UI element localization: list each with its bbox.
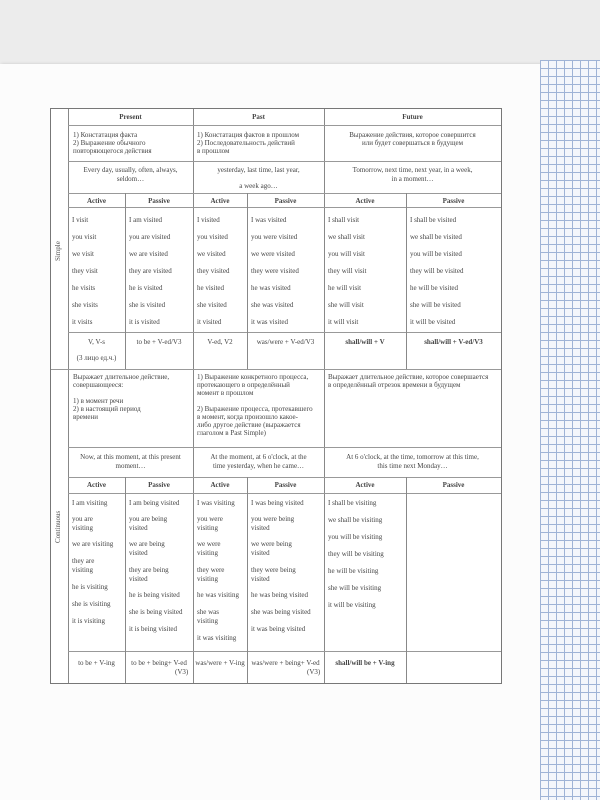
section-continuous-label: Continuous bbox=[54, 510, 62, 543]
cont-present-active-formula: to be + V-ing bbox=[78, 659, 115, 667]
cont-present-passive-4: we are being bbox=[129, 540, 165, 548]
simple-future-meaning-2: или будет совершаться в будущем bbox=[361, 139, 464, 147]
simple-present-active-3: we visit bbox=[72, 250, 94, 258]
simple-past-passive-formula: was/were + V-ed/V3 bbox=[256, 338, 315, 346]
section-label-divider bbox=[68, 109, 69, 683]
cont-past-passive-1: I was being visited bbox=[251, 499, 304, 507]
simple-present-active-formula: V, V-s bbox=[88, 338, 105, 346]
simple-meaning-line bbox=[68, 161, 501, 162]
simple-past-active-7: it visited bbox=[197, 318, 222, 326]
cont-past-active-6: they were bbox=[197, 566, 225, 574]
simple-past-passive-4: they were visited bbox=[251, 267, 299, 275]
cont-past-passive-5: visited bbox=[251, 549, 270, 557]
cont-present-active-3: visiting bbox=[72, 524, 94, 532]
cont-future-passive-header: Passive bbox=[442, 481, 465, 489]
cont-present-passive-10: it is being visited bbox=[129, 625, 178, 633]
simple-present-passive-1: I am visited bbox=[129, 216, 163, 224]
simple-past-markers-1: yesterday, last time, last year, bbox=[217, 166, 300, 174]
cont-past-active-3: visiting bbox=[197, 524, 219, 532]
cont-past-active-9: she was bbox=[197, 608, 219, 616]
cont-past-passive-4: we were being bbox=[251, 540, 292, 548]
cont-past-meaning-6: либо другое действие (выражается bbox=[197, 421, 301, 429]
simple-past-active-2: you visited bbox=[197, 233, 228, 241]
simple-past-passive-6: she was visited bbox=[251, 301, 294, 309]
cont-past-passive-6: they were being bbox=[251, 566, 296, 574]
simple-past-passive-2: you were visited bbox=[251, 233, 298, 241]
cont-past-markers-2: time yesterday, when he came… bbox=[212, 462, 305, 470]
simple-future-active-formula: shall/will + V bbox=[345, 338, 385, 346]
cont-present-active-9: it is visiting bbox=[72, 617, 106, 625]
cont-present-active-7: he is visiting bbox=[72, 583, 108, 591]
simple-present-active-5: he visits bbox=[72, 284, 96, 292]
cont-present-active-2: you are bbox=[72, 515, 93, 523]
cont-present-passive-9: she is being visited bbox=[129, 608, 183, 616]
simple-past-active-header: Active bbox=[210, 197, 230, 205]
simple-future-passive-2: we shall be visited bbox=[410, 233, 462, 241]
continuous-meaning-line bbox=[68, 447, 501, 448]
simple-present-passive-header: Passive bbox=[148, 197, 170, 205]
cont-past-meaning-2: протекающего в определённый bbox=[197, 381, 290, 389]
simple-present-active-4: they visit bbox=[72, 267, 98, 275]
simple-future-passive-1: I shall be visited bbox=[410, 216, 457, 224]
simple-present-passive-2: you are visited bbox=[129, 233, 171, 241]
cont-past-passive-9: she was being visited bbox=[251, 608, 311, 616]
simple-present-passive-formula: to be + V-ed/V3 bbox=[136, 338, 182, 346]
simple-past-passive-7: it was visited bbox=[251, 318, 288, 326]
header-past: Past bbox=[252, 113, 265, 121]
cont-present-active-1: I am visiting bbox=[72, 499, 108, 507]
simple-past-active-4: they visited bbox=[197, 267, 230, 275]
simple-past-active-3: we visited bbox=[197, 250, 226, 258]
cont-future-meaning-1: Выражает длительное действие, которое совершается bbox=[328, 373, 489, 381]
continuous-present-voice-divider bbox=[125, 477, 126, 683]
cont-present-active-5: they are bbox=[72, 557, 95, 565]
continuous-future-voice-divider bbox=[406, 477, 407, 683]
simple-present-passive-3: we are visited bbox=[129, 250, 168, 258]
simple-present-meaning-1: 1) Констатация факта bbox=[73, 131, 138, 139]
cont-future-active-2: we shall be visiting bbox=[328, 516, 383, 524]
continuous-voice-line bbox=[68, 493, 501, 494]
present-past-divider bbox=[193, 109, 194, 683]
cont-present-active-8: she is visiting bbox=[72, 600, 111, 608]
cont-past-passive-2: you were being bbox=[251, 515, 295, 523]
simple-past-active-1: I visited bbox=[197, 216, 220, 224]
cont-present-passive-5: visited bbox=[129, 549, 148, 557]
simple-past-active-formula: V-ed, V2 bbox=[207, 338, 233, 346]
cont-present-passive-formula: to be + being+ V-ed bbox=[131, 659, 187, 667]
cont-present-meaning-5: времени bbox=[73, 413, 98, 421]
cont-present-active-6: visiting bbox=[72, 566, 94, 574]
simple-present-markers-2: seldom… bbox=[116, 175, 145, 183]
cont-past-meaning-5: в момент, когда произошло какое- bbox=[197, 413, 298, 421]
cont-past-active-1: I was visiting bbox=[197, 499, 235, 507]
cont-present-markers-1: Now, at this moment, at this present bbox=[80, 453, 181, 461]
simple-future-passive-5: he will be visited bbox=[410, 284, 459, 292]
cont-future-active-6: she will be visiting bbox=[328, 584, 382, 592]
simple-voice-line bbox=[68, 207, 501, 208]
cont-past-passive-10: it was being visited bbox=[251, 625, 306, 633]
simple-future-passive-3: you will be visited bbox=[410, 250, 462, 258]
simple-past-meaning-1: 1) Констатация фактов в прошлом bbox=[197, 131, 299, 139]
cont-future-meaning-2: в определённый отрезок времени в будущем bbox=[328, 381, 461, 389]
simple-present-passive-7: it is visited bbox=[129, 318, 160, 326]
simple-past-meaning-3: в прошлом bbox=[197, 147, 230, 155]
cont-present-passive-header: Passive bbox=[148, 481, 170, 489]
simple-present-active-header: Active bbox=[86, 197, 107, 205]
continuous-past-voice-divider bbox=[247, 477, 248, 683]
cont-present-active-4: we are visiting bbox=[72, 540, 114, 548]
cont-past-active-7: visiting bbox=[197, 575, 219, 583]
simple-future-passive-4: they will be visited bbox=[410, 267, 464, 275]
cont-present-passive-8: he is being visited bbox=[129, 591, 180, 599]
simple-future-markers-2: in a moment… bbox=[391, 175, 434, 183]
continuous-formula-line bbox=[68, 651, 501, 652]
simple-future-meaning-1: Выражение действия, которое совершится bbox=[349, 131, 476, 139]
simple-future-active-6: she will visit bbox=[328, 301, 364, 309]
simple-future-markers-1: Tomorrow, next time, next year, in a week, bbox=[352, 166, 473, 174]
cont-future-active-4: they will be visiting bbox=[328, 550, 384, 558]
simple-present-meaning-2: 2) Выражение обычного bbox=[73, 139, 146, 147]
cont-past-active-header: Active bbox=[210, 481, 230, 489]
cont-past-passive-8: he was being visited bbox=[251, 591, 308, 599]
cont-present-passive-formula-2: (V3) bbox=[175, 668, 189, 676]
cont-past-active-formula: was/were + V-ing bbox=[195, 659, 245, 667]
simple-past-passive-5: he was visited bbox=[251, 284, 291, 292]
simple-future-passive-7: it will be visited bbox=[410, 318, 456, 326]
simple-markers-line bbox=[68, 193, 501, 194]
simple-future-active-1: I shall visit bbox=[328, 216, 360, 224]
cont-present-passive-3: visited bbox=[129, 524, 148, 532]
simple-present-active-2: you visit bbox=[72, 233, 97, 241]
grid-notebook-page bbox=[540, 60, 600, 800]
cont-future-active-7: it will be visiting bbox=[328, 601, 376, 609]
simple-past-passive-1: I was visited bbox=[251, 216, 287, 224]
simple-future-passive-formula: shall/will + V-ed/V3 bbox=[424, 338, 483, 346]
simple-future-active-2: we shall visit bbox=[328, 233, 365, 241]
simple-past-markers-2: a week ago… bbox=[239, 182, 278, 190]
cont-past-markers-1: At the moment, at 6 o'clock, at the bbox=[210, 453, 307, 461]
continuous-markers-line bbox=[68, 477, 501, 478]
simple-present-active-6: she visits bbox=[72, 301, 98, 309]
simple-future-passive-header: Passive bbox=[442, 197, 465, 205]
cont-future-active-3: you will be visiting bbox=[328, 533, 383, 541]
cont-present-meaning-4: 2) в настоящий период bbox=[73, 405, 141, 413]
simple-present-passive-5: he is visited bbox=[129, 284, 163, 292]
cont-past-active-11: it was visiting bbox=[197, 634, 237, 642]
simple-future-passive-6: she will be visited bbox=[410, 301, 461, 309]
simple-future-active-5: he will visit bbox=[328, 284, 362, 292]
simple-present-passive-6: she is visited bbox=[129, 301, 166, 309]
cont-past-meaning-1: 1) Выражение конкретного процесса, bbox=[197, 373, 309, 381]
cont-past-active-10: visiting bbox=[197, 617, 219, 625]
simple-past-meaning-2: 2) Последовательность действий bbox=[197, 139, 295, 147]
cont-present-passive-7: visited bbox=[129, 575, 148, 583]
simple-present-markers-1: Every day, usually, often, always, bbox=[83, 166, 178, 174]
cont-present-meaning-1: Выражает длительное действие, bbox=[73, 373, 170, 381]
cont-present-meaning-2: совершающееся: bbox=[73, 381, 124, 389]
simple-future-active-header: Active bbox=[355, 197, 375, 205]
simple-future-active-4: they will visit bbox=[328, 267, 367, 275]
simple-past-passive-3: we were visited bbox=[251, 250, 295, 258]
cont-present-passive-6: they are being bbox=[129, 566, 169, 574]
cont-past-meaning-4: 2) Выражение процесса, протекавшего bbox=[197, 405, 313, 413]
header-line bbox=[68, 125, 501, 126]
simple-continuous-divider bbox=[51, 369, 501, 370]
cont-future-active-formula: shall/will be + V-ing bbox=[335, 659, 395, 667]
simple-past-passive-header: Passive bbox=[274, 197, 297, 205]
simple-present-active-7: it visits bbox=[72, 318, 93, 326]
cont-future-active-1: I shall be visiting bbox=[328, 499, 377, 507]
cont-past-active-2: you were bbox=[197, 515, 223, 523]
cont-present-markers-2: moment… bbox=[115, 462, 146, 470]
section-simple-label: Simple bbox=[54, 241, 62, 261]
cont-past-passive-formula-2: (V3) bbox=[307, 668, 321, 676]
cont-future-markers-2: this time next Monday… bbox=[377, 462, 448, 470]
cont-future-markers-1: At 6 o'clock, at the time, tomorrow at this time, bbox=[346, 453, 479, 461]
cont-past-meaning-7: глаголом в Past Simple) bbox=[197, 429, 266, 437]
cont-past-passive-3: visited bbox=[251, 524, 270, 532]
cont-past-passive-header: Passive bbox=[274, 481, 297, 489]
simple-present-meaning-3: повторяющегося действия bbox=[73, 147, 152, 155]
cont-present-passive-1: I am being visited bbox=[129, 499, 180, 507]
cont-future-active-5: he will be visiting bbox=[328, 567, 379, 575]
cont-past-passive-7: visited bbox=[251, 575, 270, 583]
header-present: Present bbox=[119, 113, 142, 121]
cont-past-active-4: we were bbox=[197, 540, 221, 548]
simple-past-active-6: she visited bbox=[197, 301, 227, 309]
cont-past-active-5: visiting bbox=[197, 549, 219, 557]
simple-formula-line bbox=[68, 332, 501, 333]
cont-present-passive-2: you are being bbox=[129, 515, 168, 523]
cont-present-meaning-3: 1) в момент речи bbox=[73, 397, 124, 405]
simple-future-active-7: it will visit bbox=[328, 318, 359, 326]
cont-present-active-header: Active bbox=[86, 481, 107, 489]
simple-future-active-3: you will visit bbox=[328, 250, 365, 258]
simple-present-passive-4: they are visited bbox=[129, 267, 172, 275]
simple-present-active-1: I visit bbox=[72, 216, 89, 224]
cont-past-meaning-3: момент в прошлом bbox=[197, 389, 254, 397]
past-future-divider bbox=[324, 109, 325, 683]
cont-past-passive-formula: was/were + being+ V-ed bbox=[251, 659, 320, 667]
cont-past-active-8: he was visiting bbox=[197, 591, 239, 599]
simple-past-active-5: he visited bbox=[197, 284, 225, 292]
simple-present-active-note: (3 лицо ед.ч.) bbox=[76, 354, 117, 362]
grammar-table bbox=[50, 108, 502, 684]
cont-future-active-header: Active bbox=[355, 481, 375, 489]
header-future: Future bbox=[402, 113, 423, 121]
